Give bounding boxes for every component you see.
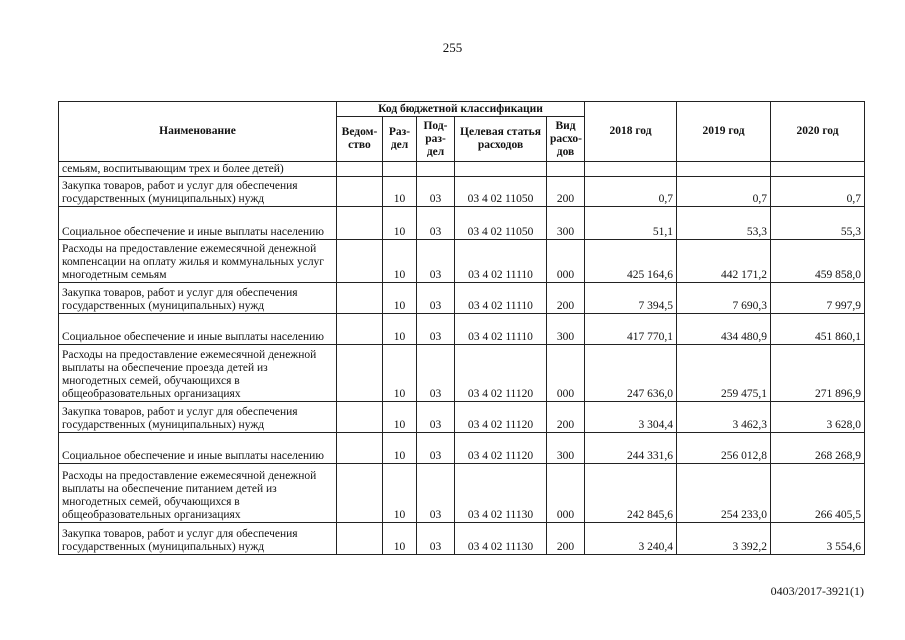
cell-name: Закупка товаров, работ и услуг для обеспечения государственных (муниципальных) нужд <box>59 177 337 207</box>
cell-podrazdel: 03 <box>417 402 455 433</box>
cell-y2020: 55,3 <box>771 207 865 240</box>
cell-y2020: 0,7 <box>771 177 865 207</box>
cell-razdel: 10 <box>383 523 417 555</box>
cell-vid: 200 <box>547 523 585 555</box>
cell-podrazdel: 03 <box>417 314 455 345</box>
cell-razdel: 10 <box>383 314 417 345</box>
cell-y2019: 259 475,1 <box>677 345 771 402</box>
cell-cs: 03 4 02 11110 <box>455 283 547 314</box>
cell-vid: 200 <box>547 402 585 433</box>
cell-ved <box>337 314 383 345</box>
cell-ved <box>337 464 383 523</box>
cell-name: Расходы на предоставление ежемесячной денежной выплаты на обеспечение проезда детей из многодетных семей, обучающихся в общеобразовательных организациях <box>59 345 337 402</box>
cell-cs: 03 4 02 11050 <box>455 207 547 240</box>
cell-cs: 03 4 02 11050 <box>455 177 547 207</box>
cell-y2018 <box>585 162 677 177</box>
cell-cs <box>455 162 547 177</box>
table-row <box>59 162 865 177</box>
cell-y2020: 451 860,1 <box>771 314 865 345</box>
cell-y2019: 254 233,0 <box>677 464 771 523</box>
cell-y2019: 53,3 <box>677 207 771 240</box>
table-row <box>59 314 865 345</box>
budget-table <box>58 101 865 555</box>
cell-ved <box>337 345 383 402</box>
cell-podrazdel: 03 <box>417 433 455 464</box>
header-name: Наименование <box>59 102 337 162</box>
cell-name: Закупка товаров, работ и услуг для обеспечения государственных (муниципальных) нужд <box>59 402 337 433</box>
cell-podrazdel <box>417 162 455 177</box>
table-row <box>59 207 865 240</box>
cell-razdel: 10 <box>383 433 417 464</box>
cell-podrazdel: 03 <box>417 345 455 402</box>
cell-razdel <box>383 162 417 177</box>
cell-y2020: 7 997,9 <box>771 283 865 314</box>
cell-vid: 300 <box>547 207 585 240</box>
cell-vid: 300 <box>547 433 585 464</box>
cell-y2020: 268 268,9 <box>771 433 865 464</box>
cell-y2019: 0,7 <box>677 177 771 207</box>
cell-razdel: 10 <box>383 240 417 283</box>
cell-razdel: 10 <box>383 207 417 240</box>
cell-razdel: 10 <box>383 177 417 207</box>
cell-ved <box>337 433 383 464</box>
cell-cs: 03 4 02 11120 <box>455 433 547 464</box>
header-vid: Вид расхо-дов <box>547 117 585 162</box>
table-row <box>59 464 865 523</box>
cell-name: Расходы на предоставление ежемесячной денежной компенсации на оплату жилья и коммунальных услуг многодетным семьям <box>59 240 337 283</box>
cell-y2019: 442 171,2 <box>677 240 771 283</box>
cell-vid: 000 <box>547 464 585 523</box>
cell-name: Социальное обеспечение и иные выплаты населению <box>59 433 337 464</box>
cell-vid: 000 <box>547 345 585 402</box>
cell-ved <box>337 207 383 240</box>
table-row <box>59 283 865 314</box>
cell-vid: 200 <box>547 177 585 207</box>
cell-podrazdel: 03 <box>417 464 455 523</box>
cell-y2020: 3 554,6 <box>771 523 865 555</box>
cell-name: Социальное обеспечение и иные выплаты населению <box>59 314 337 345</box>
cell-y2019: 7 690,3 <box>677 283 771 314</box>
table-row <box>59 240 865 283</box>
cell-y2019: 3 392,2 <box>677 523 771 555</box>
cell-ved <box>337 283 383 314</box>
cell-podrazdel: 03 <box>417 240 455 283</box>
cell-name: Социальное обеспечение и иные выплаты населению <box>59 207 337 240</box>
cell-y2019: 256 012,8 <box>677 433 771 464</box>
cell-name: Закупка товаров, работ и услуг для обеспечения государственных (муниципальных) нужд <box>59 283 337 314</box>
cell-razdel: 10 <box>383 464 417 523</box>
cell-podrazdel: 03 <box>417 177 455 207</box>
cell-y2020: 3 628,0 <box>771 402 865 433</box>
cell-vid: 300 <box>547 314 585 345</box>
table-row <box>59 402 865 433</box>
cell-y2018: 3 240,4 <box>585 523 677 555</box>
cell-vid: 200 <box>547 283 585 314</box>
cell-ved <box>337 523 383 555</box>
table-row <box>59 523 865 555</box>
document-code: 0403/2017-3921(1) <box>770 584 864 598</box>
cell-cs: 03 4 02 11120 <box>455 402 547 433</box>
header-celevaya: Целевая статья расходов <box>455 117 547 162</box>
cell-y2020: 266 405,5 <box>771 464 865 523</box>
cell-y2018: 425 164,6 <box>585 240 677 283</box>
cell-razdel: 10 <box>383 345 417 402</box>
table-row <box>59 345 865 402</box>
cell-y2018: 0,7 <box>585 177 677 207</box>
cell-name: Закупка товаров, работ и услуг для обеспечения государственных (муниципальных) нужд <box>59 523 337 555</box>
header-code-group: Код бюджетной классификации <box>337 102 585 117</box>
cell-cs: 03 4 02 11110 <box>455 314 547 345</box>
header-vedomstvo: Ведом-ство <box>337 117 383 162</box>
cell-cs: 03 4 02 11130 <box>455 523 547 555</box>
cell-y2019 <box>677 162 771 177</box>
cell-y2020 <box>771 162 865 177</box>
header-2020: 2020 год <box>771 102 865 162</box>
cell-y2018: 417 770,1 <box>585 314 677 345</box>
cell-y2018: 247 636,0 <box>585 345 677 402</box>
cell-cs: 03 4 02 11110 <box>455 240 547 283</box>
cell-podrazdel: 03 <box>417 207 455 240</box>
cell-y2018: 51,1 <box>585 207 677 240</box>
cell-vid <box>547 162 585 177</box>
cell-y2020: 459 858,0 <box>771 240 865 283</box>
cell-cs: 03 4 02 11130 <box>455 464 547 523</box>
cell-y2018: 242 845,6 <box>585 464 677 523</box>
cell-y2020: 271 896,9 <box>771 345 865 402</box>
page-number: 255 <box>442 40 463 55</box>
cell-name: Расходы на предоставление ежемесячной денежной выплаты на обеспечение питанием детей из многодетных семей, обучающихся в общеобразовательных организациях <box>59 464 337 523</box>
cell-y2019: 3 462,3 <box>677 402 771 433</box>
cell-y2018: 244 331,6 <box>585 433 677 464</box>
cell-ved <box>337 162 383 177</box>
cell-podrazdel: 03 <box>417 523 455 555</box>
cell-ved <box>337 177 383 207</box>
cell-podrazdel: 03 <box>417 283 455 314</box>
cell-cs: 03 4 02 11120 <box>455 345 547 402</box>
cell-ved <box>337 240 383 283</box>
cell-ved <box>337 402 383 433</box>
cell-razdel: 10 <box>383 402 417 433</box>
header-2018: 2018 год <box>585 102 677 162</box>
cell-vid: 000 <box>547 240 585 283</box>
header-2019: 2019 год <box>677 102 771 162</box>
cell-y2018: 3 304,4 <box>585 402 677 433</box>
cell-y2018: 7 394,5 <box>585 283 677 314</box>
cell-name: семьям, воспитывающим трех и более детей) <box>59 162 337 177</box>
cell-y2019: 434 480,9 <box>677 314 771 345</box>
header-razdel: Раз-дел <box>383 117 417 162</box>
cell-razdel: 10 <box>383 283 417 314</box>
header-podrazdel: Под-раз-дел <box>417 117 455 162</box>
table-row <box>59 433 865 464</box>
table-row <box>59 177 865 207</box>
